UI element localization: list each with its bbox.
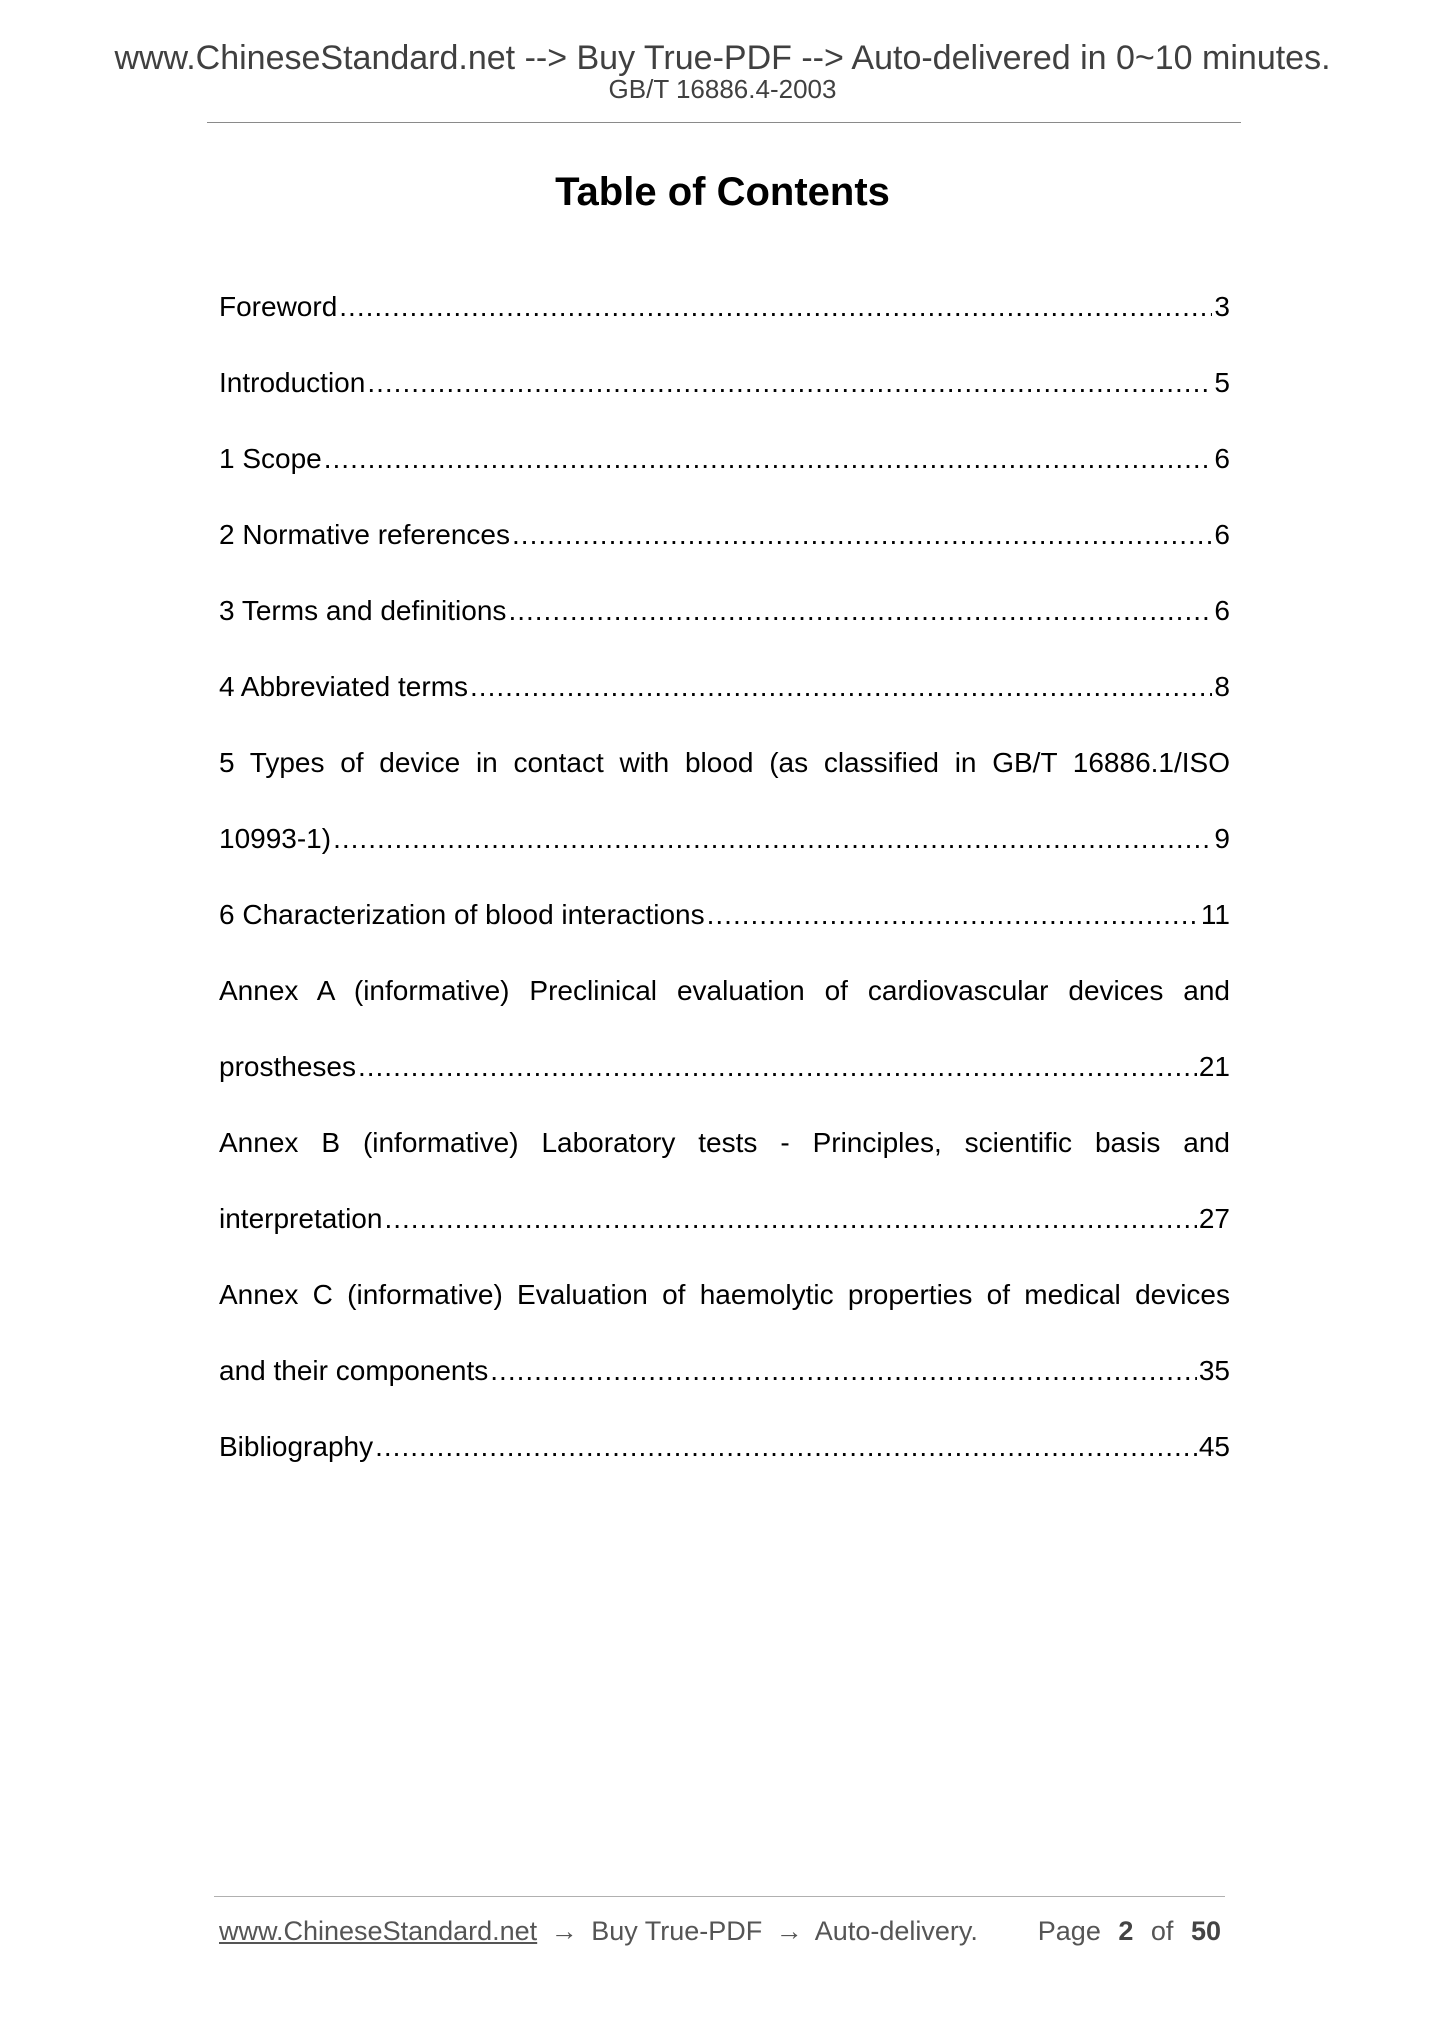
- toc-entry-text: and their components: [219, 1355, 489, 1386]
- toc-entry-annex-c[interactable]: [219, 1273, 1230, 1425]
- toc-entry-line2: [219, 1045, 1230, 1121]
- toc-entry-text: interpretation: [219, 1203, 383, 1234]
- toc-entry-text: Foreword: [219, 291, 338, 322]
- toc-leader-dots: [367, 361, 1212, 405]
- toc-entry-text: Introduction: [219, 367, 366, 398]
- toc-entry-types-of-device[interactable]: [219, 741, 1230, 893]
- toc-leader-dots: [339, 285, 1212, 329]
- toc-entry-terms-and-definitions[interactable]: [219, 589, 1230, 665]
- toc-entry-text: prostheses: [219, 1051, 356, 1082]
- toc-leader-dots: [490, 1349, 1197, 1393]
- total-page-count: 50: [1190, 1916, 1221, 1946]
- toc-entry-foreword[interactable]: [219, 285, 1230, 361]
- toc-page-number: 5: [1214, 367, 1230, 398]
- document-code: GB/T 16886.4-2003: [608, 74, 837, 104]
- toc-page-number: 45: [1198, 1431, 1230, 1462]
- toc-entry-text: 6 Characterization of blood interactions: [219, 899, 705, 930]
- toc-page-number: 6: [1214, 519, 1230, 550]
- toc-entry-text: 2 Normative references: [219, 519, 511, 550]
- table-of-contents: [219, 285, 1230, 1501]
- toc-leader-dots: [512, 513, 1212, 557]
- page-label: Page: [1037, 1916, 1101, 1946]
- toc-entry-normative-references[interactable]: [219, 513, 1230, 589]
- toc-page-number: 8: [1214, 671, 1230, 702]
- toc-entry-scope[interactable]: [219, 437, 1230, 513]
- footer-left: [219, 1914, 978, 1948]
- toc-page-number: 35: [1198, 1355, 1230, 1386]
- toc-page-number: 27: [1198, 1203, 1230, 1234]
- toc-entry-annex-a[interactable]: [219, 969, 1230, 1121]
- toc-entry-line2: [219, 817, 1230, 893]
- page-of-label: of: [1150, 1916, 1174, 1946]
- footer-divider: [214, 1896, 1225, 1897]
- toc-entry-abbreviated-terms[interactable]: [219, 665, 1230, 741]
- toc-leader-dots: [324, 437, 1213, 481]
- toc-page-number: 21: [1198, 1051, 1230, 1082]
- toc-leader-dots: [508, 589, 1212, 633]
- footer-delivery-text: Auto-delivery.: [814, 1916, 978, 1946]
- page-footer: [219, 1914, 1221, 1948]
- footer-buy-text: Buy True-PDF: [591, 1916, 763, 1946]
- toc-entry-text-line1: 5 Types of device in contact with blood (as classified in GB/T 16886.1/ISO: [219, 747, 1230, 778]
- toc-entry-annex-b[interactable]: [219, 1121, 1230, 1273]
- toc-entry-text: Bibliography: [219, 1431, 374, 1462]
- arrow-right-icon: →: [775, 1916, 803, 1946]
- toc-leader-dots: [333, 817, 1212, 861]
- page-indicator: [1038, 1914, 1221, 1948]
- toc-entry-line2: [219, 1197, 1230, 1273]
- toc-leader-dots: [707, 893, 1199, 937]
- toc-entry-characterization[interactable]: [219, 893, 1230, 969]
- toc-page-number: 6: [1214, 595, 1230, 626]
- toc-entry-introduction[interactable]: [219, 361, 1230, 437]
- header-banner: www.ChineseStandard.net --> Buy True-PDF --> Auto-delivered in 0~10 minutes.: [114, 39, 1331, 77]
- toc-leader-dots: [470, 665, 1212, 709]
- toc-entry-text: 1 Scope: [219, 443, 322, 474]
- toc-leader-dots: [358, 1045, 1197, 1089]
- page-title: Table of Contents: [555, 170, 890, 214]
- header-divider: [207, 122, 1241, 123]
- toc-entry-text-line1: Annex A (informative) Preclinical evaluation of cardiovascular devices and: [219, 975, 1230, 1006]
- toc-page-number: 9: [1214, 823, 1230, 854]
- toc-entry-text-line1: Annex C (informative) Evaluation of haemolytic properties of medical devices: [219, 1279, 1230, 1310]
- toc-entry-text: 4 Abbreviated terms: [219, 671, 469, 702]
- toc-entry-bibliography[interactable]: [219, 1425, 1230, 1501]
- toc-entry-text-line1: Annex B (informative) Laboratory tests - Principles, scientific basis and: [219, 1127, 1230, 1158]
- toc-page-number: 6: [1214, 443, 1230, 474]
- toc-page-number: 11: [1200, 899, 1230, 930]
- site-link[interactable]: www.ChineseStandard.net: [219, 1916, 538, 1946]
- arrow-right-icon: →: [550, 1916, 578, 1946]
- toc-entry-text: 3 Terms and definitions: [219, 595, 507, 626]
- current-page-number: 2: [1118, 1916, 1134, 1946]
- toc-entry-text: 10993-1): [219, 823, 332, 854]
- toc-leader-dots: [375, 1425, 1197, 1469]
- toc-leader-dots: [384, 1197, 1196, 1241]
- toc-entry-line2: [219, 1349, 1230, 1425]
- toc-page-number: 3: [1214, 291, 1230, 322]
